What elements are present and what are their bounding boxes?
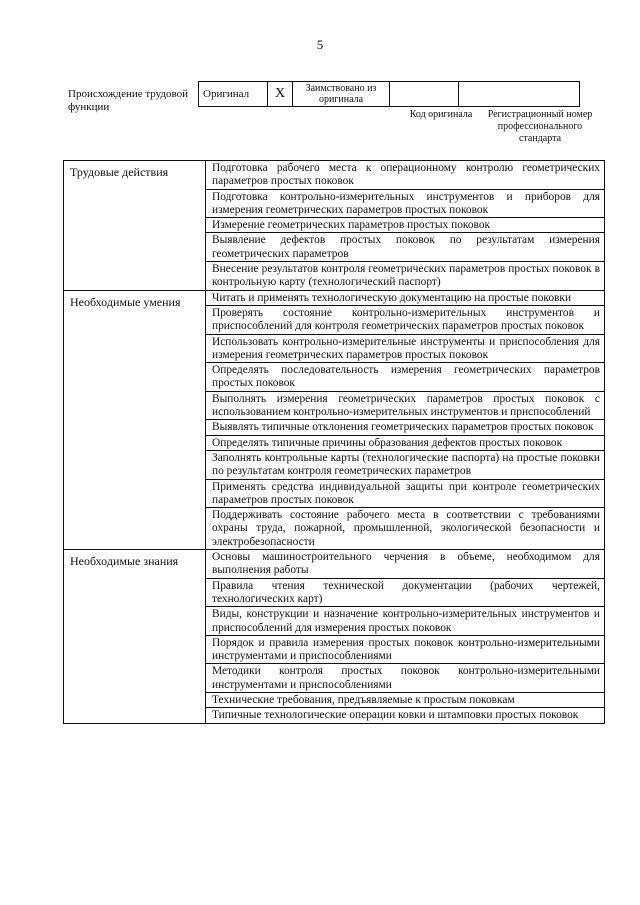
- section-item: Типичные технологические операции ковки и штамповки простых поковок: [206, 708, 605, 723]
- section-item: Проверять состояние контрольно-измерительных инструментов и приспособлений для контроля геометрических параметров простых поковок: [206, 305, 605, 334]
- section-label: Необходимые знания: [64, 550, 206, 724]
- origin-table: [198, 81, 580, 107]
- section-label: Трудовые действия: [64, 161, 206, 291]
- section-item: Поддерживать состояние рабочего места в соответствии с требованиями охраны труда, пожарной, промышленной, экологической безопасности и электробезопасности: [206, 508, 605, 550]
- section-item: Выполнять измерения геометрических параметров простых поковок с использованием контрольно-измерительных инструментов и приспособлений: [206, 391, 605, 420]
- section-item: Методики контроля простых поковок контрольно-измерительными инструментами и приспособлениями: [206, 664, 605, 693]
- reg-number-caption: Регистрационный номер профессионального стандарта: [487, 109, 593, 144]
- original-mark: X: [268, 82, 293, 107]
- origin-label: Происхождение трудовой функции: [68, 88, 189, 113]
- code-caption: Код оригинала: [409, 109, 473, 120]
- section-item: Выявлять типичные отклонения геометрических параметров простых поковок: [206, 420, 605, 435]
- section-item: Внесение результатов контроля геометрических параметров простых поковок в контрольную карту (технологический паспорт): [206, 262, 605, 291]
- section-item: Читать и применять технологическую документацию на простые поковки: [206, 290, 605, 305]
- section-item: Применять средства индивидуальной защиты при контроле геометрических параметров простых поковок: [206, 479, 605, 508]
- borrowed-cell: Заимствовано из оригинала: [293, 82, 390, 107]
- section-item: Заполнять контрольные карты (технологические паспорта) на простые поковки по результатам контроля геометрических параметров: [206, 450, 605, 479]
- table-row: [64, 550, 605, 579]
- section-item: Порядок и правила измерения простых поковок контрольно-измерительными инструментами и приспособлениями: [206, 635, 605, 664]
- section-item: Правила чтения технической документации (рабочих чертежей, технологических карт): [206, 578, 605, 607]
- page-number: 5: [316, 37, 324, 52]
- reg-number-cell: [459, 82, 580, 107]
- section-item: Определять типичные причины образования дефектов простых поковок: [206, 435, 605, 450]
- section-label: Необходимые умения: [64, 290, 206, 549]
- table-row: [64, 290, 605, 305]
- code-cell: [390, 82, 459, 107]
- section-item: Подготовка контрольно-измерительных инструментов и приборов для измерения геометрических параметров простых поковок: [206, 189, 605, 218]
- section-item: Определять последовательность измерения геометрических параметров простых поковок: [206, 363, 605, 392]
- section-item: Измерение геометрических параметров простых поковок: [206, 218, 605, 233]
- original-cell: Оригинал: [199, 82, 268, 107]
- section-item: Подготовка рабочего места к операционному контролю геометрических параметров простых поковок: [206, 161, 605, 190]
- section-item: Использовать контрольно-измерительные инструменты и приспособления для измерения геометрических параметров простых поковок: [206, 334, 605, 363]
- section-item: Виды, конструкции и назначение контрольно-измерительных инструментов и приспособлений для измерения простых поковок: [206, 607, 605, 636]
- section-item: Основы машиностроительного черчения в объеме, необходимом для выполнения работы: [206, 550, 605, 579]
- section-item: Выявление дефектов простых поковок по результатам измерения геометрических параметров: [206, 233, 605, 262]
- function-table: [63, 160, 605, 724]
- table-row: [64, 161, 605, 190]
- section-item: Технические требования, предъявляемые к простым поковкам: [206, 692, 605, 707]
